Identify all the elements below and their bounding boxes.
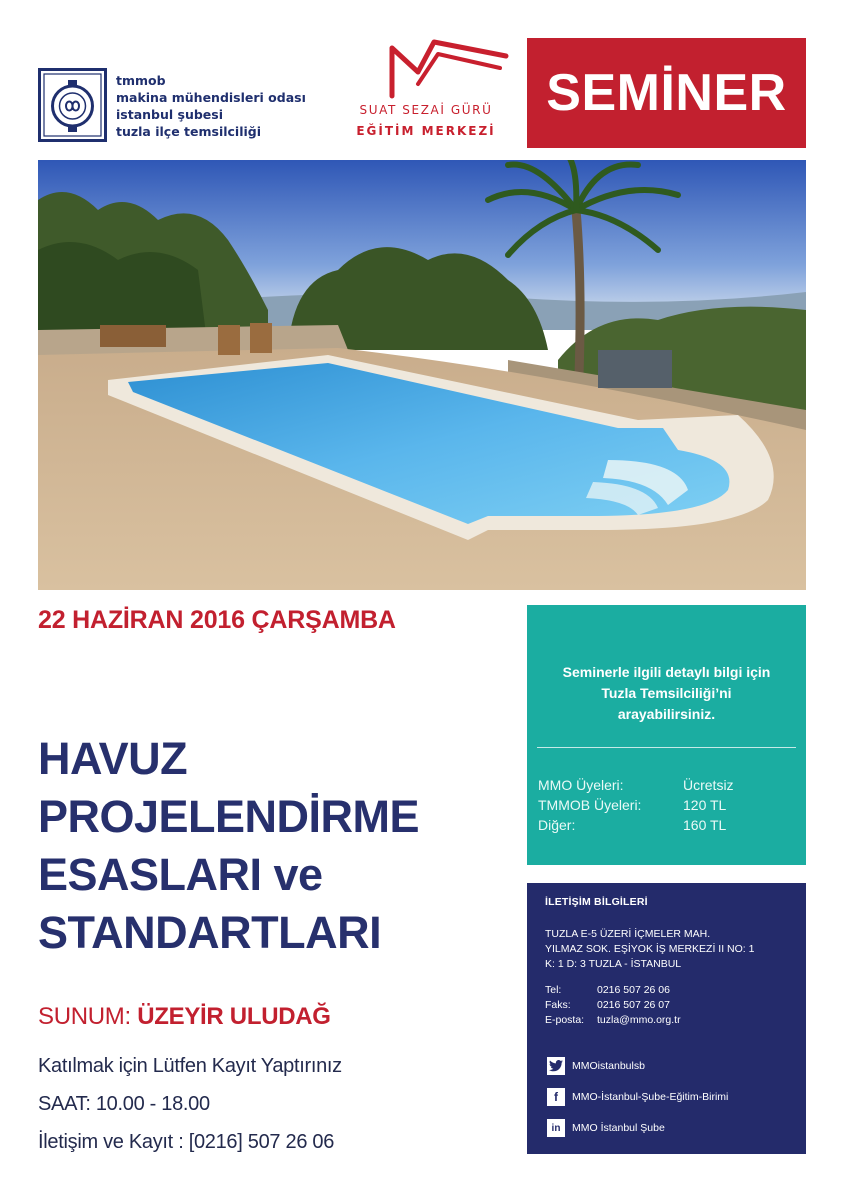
seminar-title: [38, 730, 508, 962]
training-center-subtitle: EĞİTİM MERKEZİ: [356, 124, 496, 138]
event-time: SAAT: 10.00 - 18.00: [38, 1093, 210, 1115]
info-box: [527, 605, 806, 865]
facebook-link[interactable]: [547, 1088, 728, 1106]
facebook-icon: f: [547, 1088, 565, 1106]
fax-label: Faks:: [545, 999, 571, 1011]
presenter: [38, 1003, 331, 1031]
pool-photo: [38, 160, 806, 590]
org-line: tuzla ilçe temsilciliği: [116, 124, 262, 139]
title-line: PROJELENDİRME: [38, 791, 420, 842]
registration-note: Katılmak için Lütfen Kayıt Yaptırınız: [38, 1055, 342, 1077]
fee-value: 160 TL: [683, 817, 727, 833]
fee-label: MMO Üyeleri:: [538, 777, 624, 793]
linkedin-link[interactable]: [547, 1119, 665, 1137]
organization-name: [116, 72, 306, 140]
address-line: K: 1 D: 3 TUZLA - İSTANBUL: [545, 958, 682, 970]
registration-contact: İletişim ve Kayıt : [0216] 507 26 06: [38, 1131, 335, 1153]
info-message-line: arayabilirsiniz.: [617, 706, 716, 722]
facebook-page: MMO-İstanbul-Şube-Eğitim-Birimi: [572, 1091, 729, 1103]
contact-heading: İLETİŞİM BİLGİLERİ: [545, 896, 648, 908]
fee-label: Diğer:: [538, 817, 576, 833]
email-link[interactable]: tuzla@mmo.org.tr: [597, 1014, 681, 1026]
twitter-icon: [547, 1057, 565, 1075]
info-message: [527, 662, 806, 725]
address-line: TUZLA E-5 ÜZERİ İÇMELER MAH.: [545, 928, 711, 940]
seminar-badge: SEMİNER: [527, 38, 806, 148]
title-line: STANDARTLARI: [38, 907, 382, 958]
phone-value[interactable]: 0216 507 26 06: [597, 984, 670, 996]
event-date: 22 HAZİRAN 2016 ÇARŞAMBA: [38, 606, 396, 634]
title-line: HAVUZ: [38, 733, 188, 784]
fax-value: 0216 507 26 07: [597, 999, 670, 1011]
email-label: E-posta:: [545, 1014, 585, 1026]
linkedin-page: MMO İstanbul Şube: [572, 1122, 665, 1134]
twitter-link[interactable]: [547, 1057, 645, 1075]
contact-box: [527, 883, 806, 1154]
title-line: ESASLARI ve: [38, 849, 323, 900]
org-line: istanbul şubesi: [116, 107, 224, 122]
presenter-label: SUNUM:: [38, 1003, 138, 1030]
twitter-handle: MMOistanbulsb: [572, 1060, 645, 1072]
tmmob-mmo-logo: [38, 68, 107, 142]
training-center-name: SUAT SEZAİ GÜRÜ: [359, 103, 493, 117]
fee-label: TMMOB Üyeleri:: [538, 797, 642, 813]
org-line: makina mühendisleri odası: [116, 90, 306, 105]
presenter-name: ÜZEYİR ULUDAĞ: [137, 1003, 331, 1030]
info-message-line: Seminerle ilgili detaylı bilgi için: [562, 664, 771, 680]
training-center-logo-mark: [388, 38, 510, 100]
address-line: YILMAZ SOK. EŞİYOK İŞ MERKEZİ II NO: 1: [545, 943, 755, 955]
fee-value: Ücretsiz: [683, 777, 734, 793]
divider: [537, 747, 796, 748]
org-line: tmmob: [116, 73, 166, 88]
phone-label: Tel:: [545, 984, 562, 996]
info-message-line: Tuzla Temsilciliği’ni: [601, 685, 732, 701]
fee-value: 120 TL: [683, 797, 727, 813]
linkedin-icon: in: [547, 1119, 565, 1137]
